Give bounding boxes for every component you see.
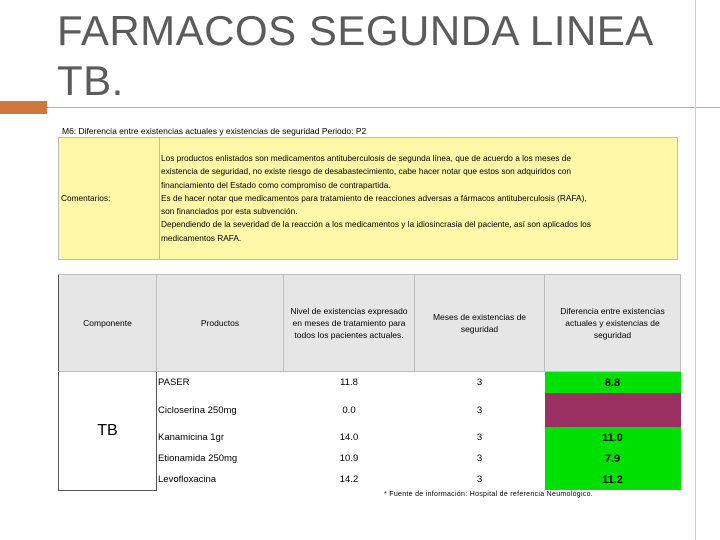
stock-table	[58, 274, 681, 491]
product-cell: PASER	[158, 377, 190, 388]
difference-cell: 11.2	[545, 469, 681, 490]
header-difference: Diferencia entre existencias actuales y existencias de seguridad	[545, 275, 681, 372]
difference-cell: 11.0	[545, 427, 681, 448]
safety-months-cell: 3	[476, 404, 483, 416]
comments-text	[160, 138, 678, 260]
title-accent-bar	[0, 101, 47, 114]
right-divider-line	[695, 0, 696, 540]
component-cell: TB	[59, 372, 157, 491]
comment-line: financiamiento del Estado como compromiso de contrapartida.	[161, 179, 391, 190]
difference-cell: 7.9	[545, 448, 681, 469]
header-component: Componente	[59, 275, 157, 372]
comments-box	[58, 137, 678, 260]
comments-label: Comentarios:	[59, 138, 160, 260]
table-header-row	[59, 275, 681, 372]
stock-level-cell: 14.2	[339, 474, 359, 485]
comment-line: Dependiendo de la severidad de la reacción a los medicamentos y la idiosincrasia del paciente, así son aplicados los	[161, 219, 591, 230]
header-stock-level: Nivel de existencias expresado en meses de tratamiento para todos los pacientes actuales.	[284, 275, 415, 372]
safety-months-cell: 3	[476, 474, 483, 485]
comment-line: son financiados por esta subvención.	[161, 206, 298, 217]
comment-line: Los productos enlistados son medicamentos antituberculosis de segunda línea, que de acuerdo a los meses de	[161, 153, 572, 164]
product-cell: Etionamida 250mg	[158, 453, 238, 464]
header-products: Productos	[157, 275, 284, 372]
slide-title: FARMACOS SEGUNDA LINEA TB.	[57, 7, 652, 104]
safety-months-cell: 3	[476, 432, 483, 443]
product-cell: Levofloxacina	[158, 474, 217, 485]
product-cell: Kanamicina 1gr	[158, 432, 225, 443]
table-row	[59, 372, 681, 394]
comment-line: Es de hacer notar que medicamentos para tratamiento de reacciones adversas a fármacos antituberculosis (RAFA),	[161, 192, 587, 203]
product-cell: Cicloserina 250mg	[158, 404, 237, 416]
stock-level-cell: 14.0	[339, 432, 359, 443]
comment-line: existencia de seguridad, no existe riesgo de desabastecimiento, cabe hacer notar que estos son adquiridos con	[161, 166, 572, 177]
comment-line: medicamentos RAFA.	[161, 232, 242, 243]
safety-months-cell: 3	[476, 377, 483, 388]
difference-cell	[545, 393, 681, 427]
title-divider-line	[47, 107, 720, 108]
stock-level-cell: 0.0	[342, 404, 356, 416]
header-safety-months: Meses de existencias de seguridad	[415, 275, 545, 372]
safety-months-cell: 3	[476, 453, 483, 464]
stock-level-cell: 10.9	[339, 453, 359, 464]
source-footnote: * Fuente de información: Hospital de referencia Neumológico.	[384, 491, 594, 498]
difference-cell: 8.8	[545, 372, 681, 394]
report-subtitle: M6: Diferencia entre existencias actuales y existencias de seguridad Periodo: P2	[62, 126, 367, 136]
stock-level-cell: 11.8	[340, 377, 358, 388]
